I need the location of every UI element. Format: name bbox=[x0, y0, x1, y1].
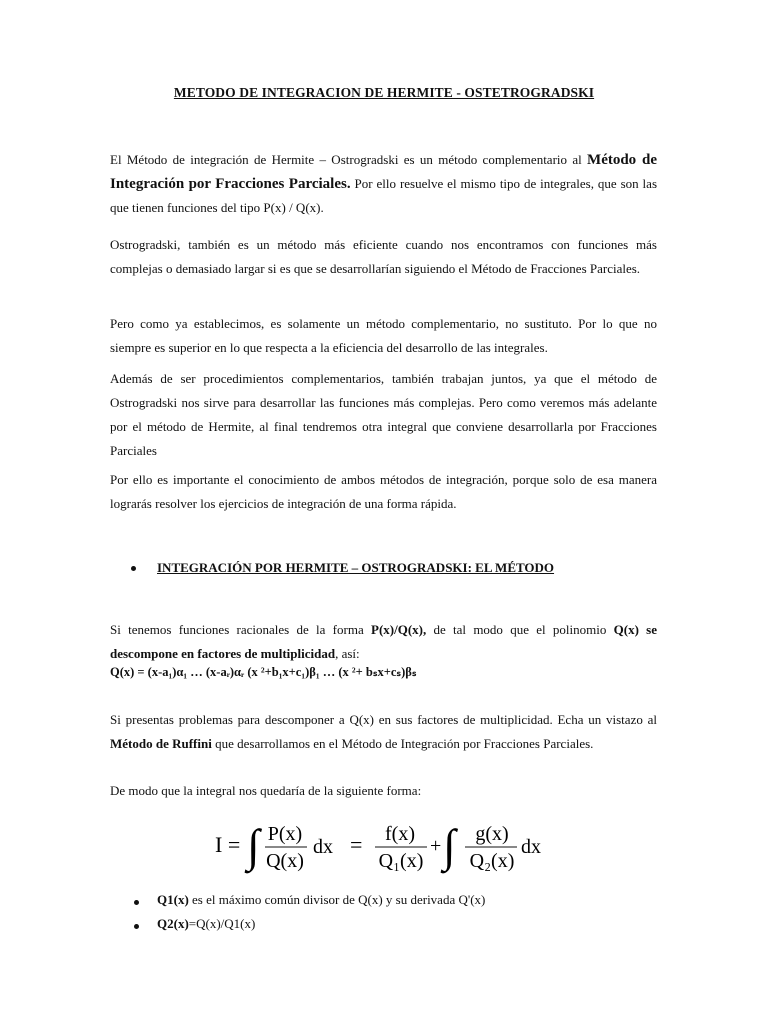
section-heading: INTEGRACIÓN POR HERMITE – OSTROGRADSKI: EL MÉTODO bbox=[157, 560, 555, 575]
eq-equals: = bbox=[350, 832, 363, 857]
eq-den2: Q₁(x) bbox=[378, 850, 424, 872]
eq-den3: Q₂(x) bbox=[469, 850, 515, 872]
eq-num1: P(x) bbox=[267, 823, 303, 845]
text-fragment: , así: bbox=[335, 646, 360, 661]
eq-dx2: dx bbox=[521, 836, 541, 858]
text-bold: P(x)/Q(x), bbox=[371, 622, 427, 637]
page-title: METODO DE INTEGRACION DE HERMITE - OSTETROGRADSKI bbox=[173, 85, 595, 100]
paragraph-efficiency: Ostrogradski, también es un método más eficiente cuando nos encontramos con funciones más complejas o demasiado largar si es que se desarrollarían siguiendo el Método de Fracciones Parciales. bbox=[110, 237, 657, 276]
text-fragment: Si tenemos funciones racionales de la forma bbox=[110, 622, 371, 637]
bullet-q1 bbox=[157, 892, 485, 908]
factorization-formula: Q(x) = (x-a₁)α₁ … (x-aᵣ)αᵣ (x ²+b₁x+c₁)β₁ … (x ²+ bₛx+cₛ)βₛ bbox=[110, 665, 417, 679]
text-bold: Q2(x) bbox=[157, 916, 189, 931]
paragraph-integral-form: De modo que la integral nos quedaría de la siguiente forma: bbox=[110, 783, 422, 798]
integral-sign-icon: ∫ bbox=[443, 820, 456, 871]
bullet-icon bbox=[134, 924, 139, 929]
text-fragment: de tal modo que el polinomio bbox=[426, 622, 614, 637]
integral-equation bbox=[215, 815, 555, 875]
link-fracciones-parciales: Método de Integración por Fracciones Parciales. bbox=[110, 152, 657, 192]
integral-sign-icon: ∫ bbox=[247, 820, 260, 871]
eq-lhs: I = bbox=[215, 832, 241, 857]
paragraph-intro-text-end: Por ello resuelve el mismo tipo de integrales, que son las que tienen funciones del tipo P(x) / Q(x). bbox=[110, 176, 657, 215]
paragraph-rational-functions bbox=[110, 618, 657, 666]
paragraph-ruffini bbox=[110, 708, 657, 756]
bullet-icon bbox=[134, 900, 139, 905]
paragraph-intro bbox=[110, 148, 657, 220]
text-bold: Q(x) se descompone en factores de multiplicidad bbox=[110, 622, 657, 661]
paragraph-complement: Pero como ya establecimos, es solamente un método complementario, no sustituto. Por lo que no siempre es superior en lo que respecta a la eficiencia del desarrollo de las integrales. bbox=[110, 316, 657, 355]
text-fragment: que desarrollamos en el Método de Integración por Fracciones Parciales. bbox=[211, 736, 594, 751]
bullet-q2 bbox=[157, 916, 255, 932]
text-fragment: =Q(x)/Q1(x) bbox=[188, 916, 256, 931]
eq-num2: f(x) bbox=[385, 823, 415, 845]
text-fragment: Si presentas problemas para descomponer a Q(x) en sus factores de multiplicidad. Echa un vistazo al bbox=[110, 712, 657, 727]
text-bold: Método de Ruffini bbox=[110, 736, 212, 751]
paragraph-together: Además de ser procedimientos complementarios, también trabajan juntos, ya que el método de Ostrogradski nos sirve para desarrollar las funciones más complejas. Pero como veremos más adelante por el método de Hermite, al final tendremos otra integral que conviene desarrollarla por Fracciones Parciales bbox=[110, 371, 657, 458]
text-bold: Q1(x) bbox=[157, 892, 189, 907]
eq-den1: Q(x) bbox=[266, 850, 304, 872]
paragraph-intro-text: El Método de integración de Hermite – Ostrogradski es un método complementario al bbox=[110, 152, 588, 167]
text-fragment: es el máximo común divisor de Q(x) y su derivada Q'(x) bbox=[188, 892, 486, 907]
eq-plus: + bbox=[430, 835, 442, 857]
eq-num3: g(x) bbox=[475, 823, 509, 845]
bullet-icon bbox=[131, 566, 136, 571]
eq-dx1: dx bbox=[313, 836, 333, 858]
paragraph-importance: Por ello es importante el conocimiento de ambos métodos de integración, porque solo de esa manera lograrás resolver los ejercicios de integración de una forma rápida. bbox=[110, 472, 657, 511]
